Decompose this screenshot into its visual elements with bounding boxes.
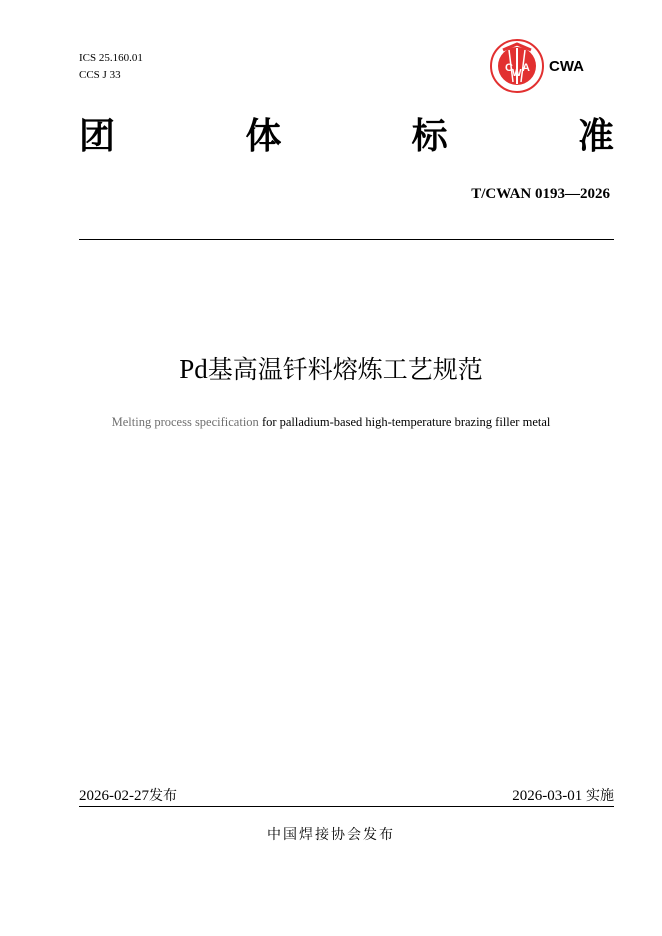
standard-type <box>79 112 614 162</box>
publish-date: 2026-02-27 <box>79 788 149 804</box>
publish-date-block <box>79 785 177 805</box>
implement-date: 2026-03-01 <box>512 788 583 804</box>
emblem-letter-c: C <box>505 62 513 74</box>
implement-date-block <box>512 785 614 805</box>
emblem-letter-a: A <box>522 62 530 74</box>
classification-codes <box>79 50 143 84</box>
ccs-code: CCS J 33 <box>79 69 121 81</box>
title-english-part1: Melting process specification <box>111 415 259 429</box>
date-row <box>79 785 614 805</box>
title-english <box>0 415 662 430</box>
logo-text: CWA <box>549 58 584 75</box>
cwa-emblem-icon <box>489 38 545 94</box>
implement-label: 实施 <box>586 788 614 804</box>
standard-type-char: 准 <box>577 116 614 157</box>
publish-label: 发布 <box>149 788 177 804</box>
standard-type-char: 团 <box>79 116 116 157</box>
standard-code: T/CWAN 0193—2026 <box>471 186 610 202</box>
title-chinese-prefix: Pd <box>179 354 208 384</box>
emblem-letter-w: W <box>512 68 522 79</box>
cwa-logo <box>489 38 589 94</box>
ics-code: ICS 25.160.01 <box>79 52 143 64</box>
standard-type-char: 体 <box>245 116 282 157</box>
footer-divider <box>79 806 614 807</box>
title-chinese <box>0 350 662 386</box>
title-english-part2: for palladium-based high-temperature brazing filler metal <box>258 415 551 429</box>
standard-type-char: 标 <box>411 116 448 157</box>
title-chinese-main: 基高温钎料熔炼工艺规范 <box>207 355 483 384</box>
header-divider <box>79 239 614 240</box>
publisher: 中国焊接协会发布 <box>267 827 395 843</box>
